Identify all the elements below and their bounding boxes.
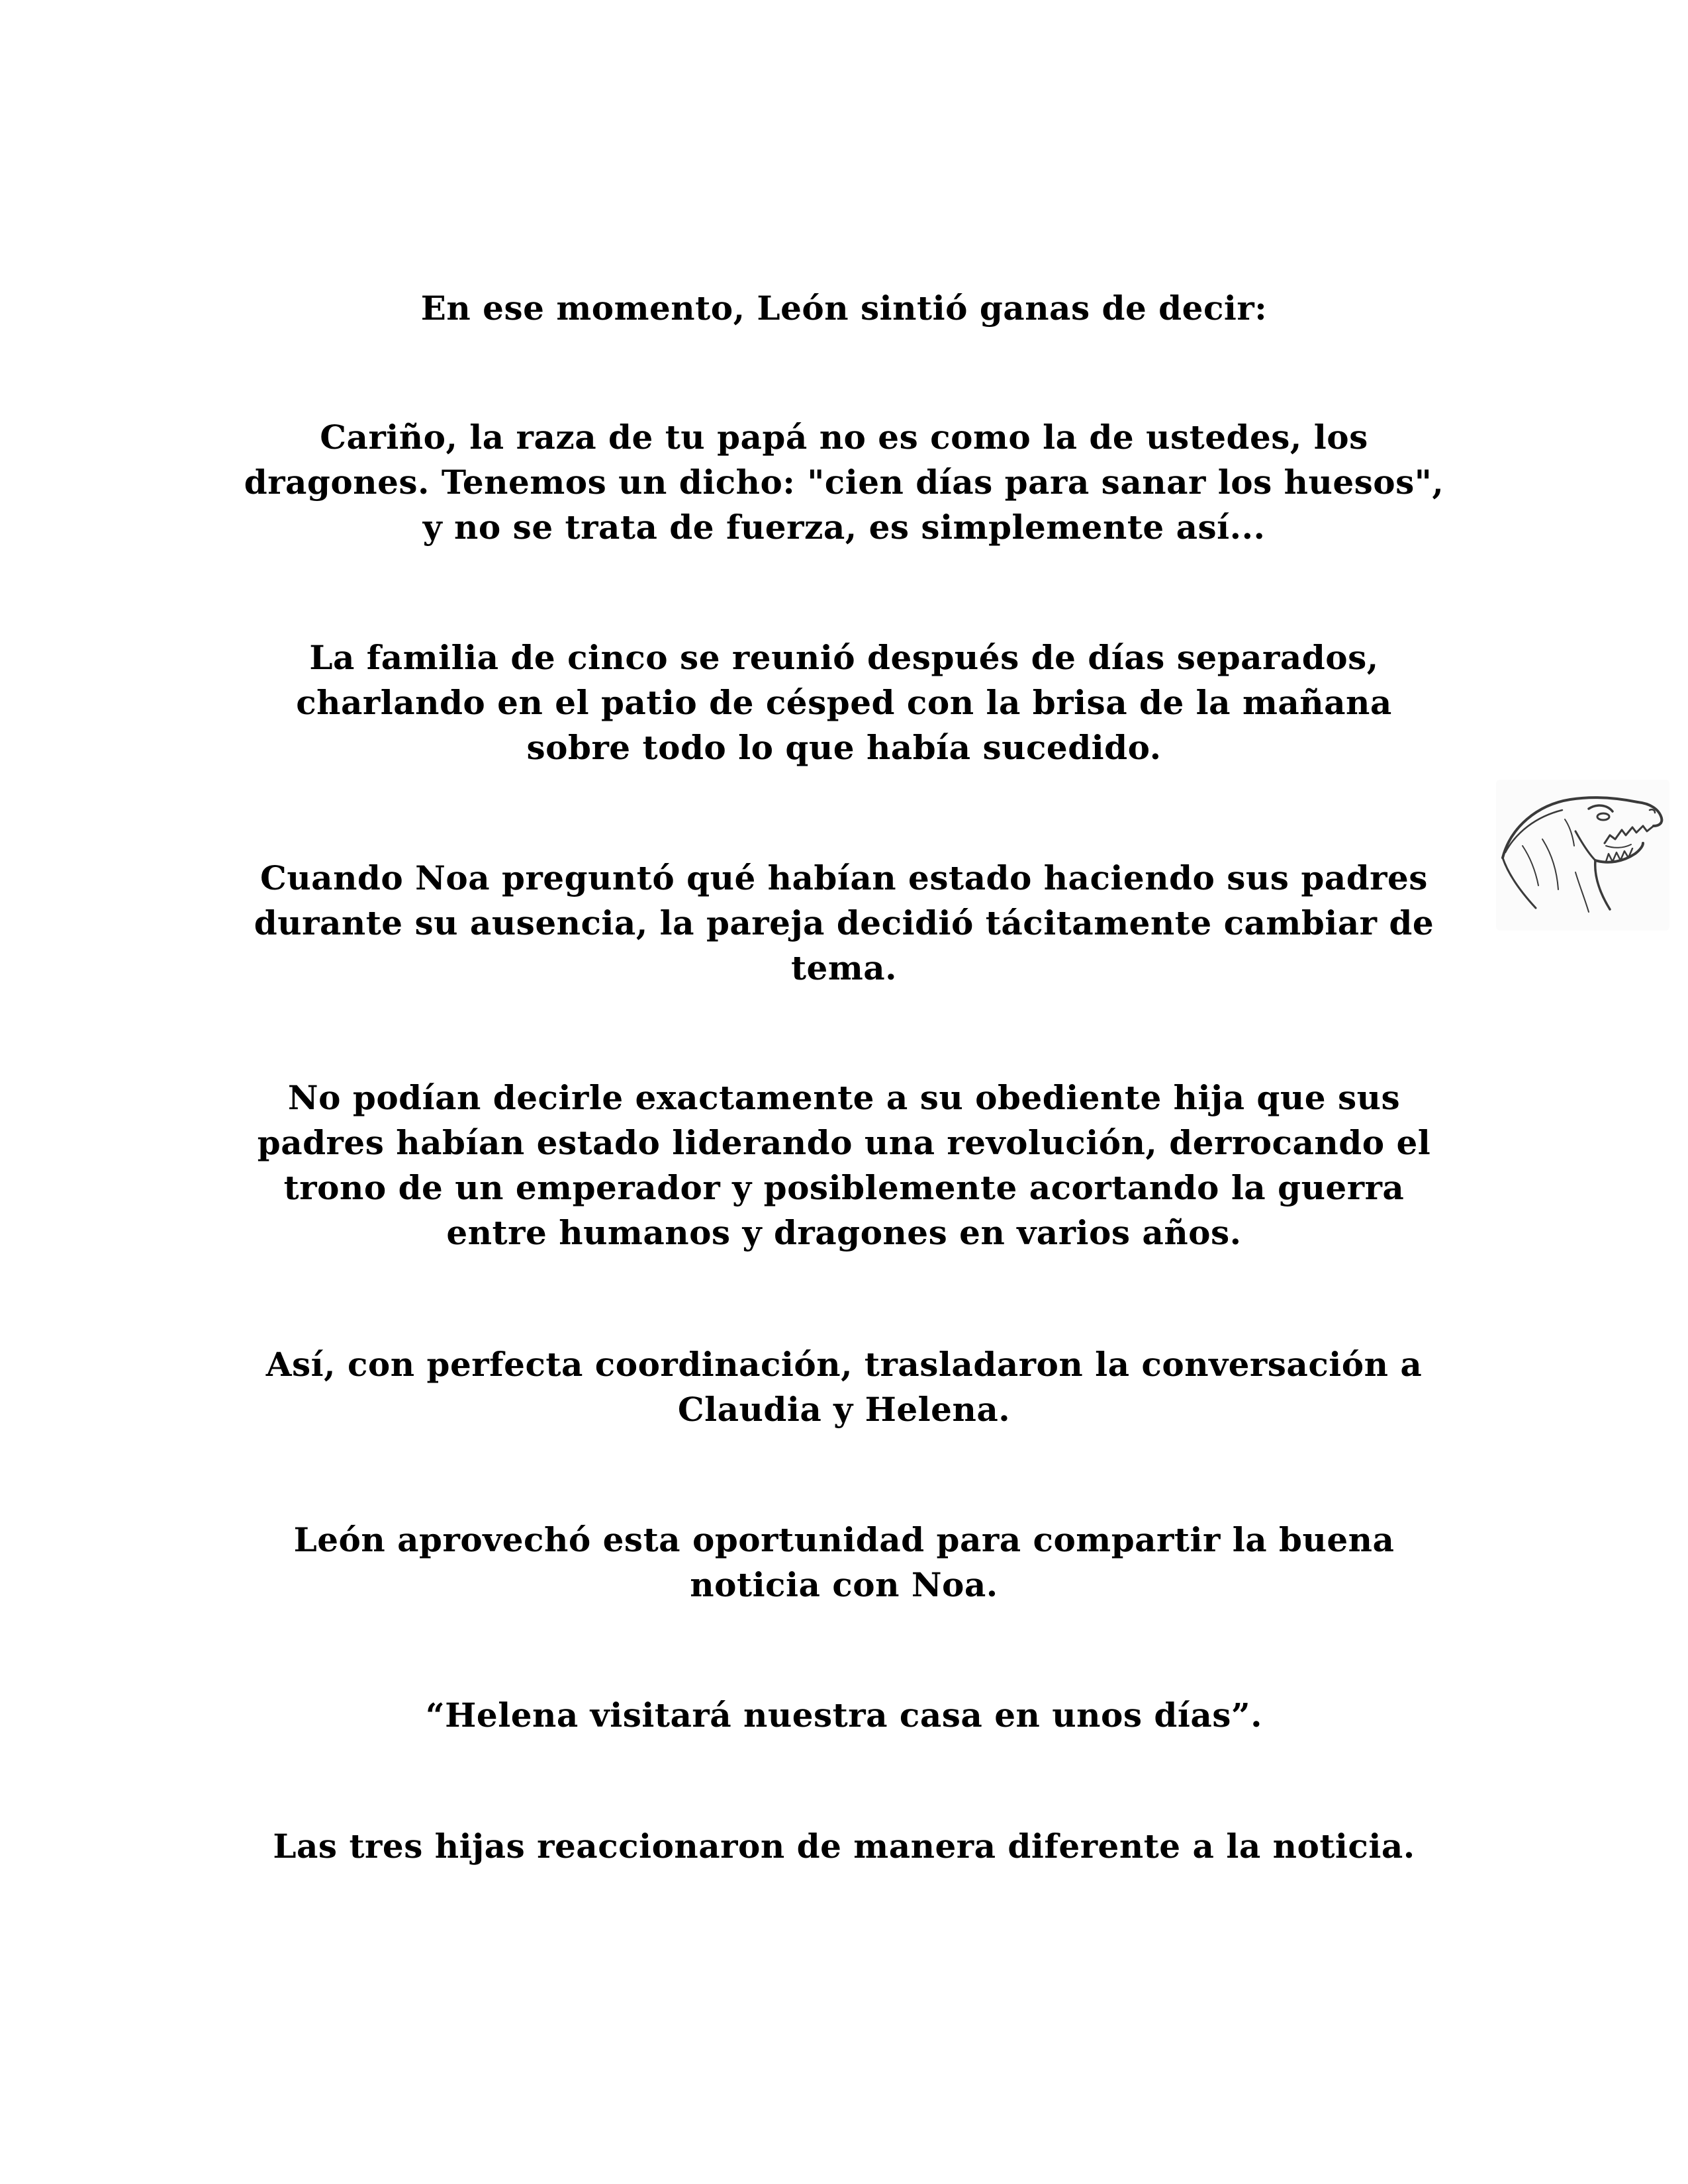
paragraph-line: León aprovechó esta oportunidad para compartir la buena — [293, 1520, 1395, 1559]
paragraph-1 — [199, 286, 1489, 331]
paragraph-line: Así, con perfecta coordinación, trasladaron la conversación a — [265, 1345, 1423, 1384]
paragraph-line: sobre todo lo que había sucedido. — [526, 728, 1162, 767]
dinosaur-head-sketch-icon — [1496, 780, 1669, 931]
paragraph-line: entre humanos y dragones en varios años. — [446, 1213, 1242, 1252]
paragraph-line: trono de un emperador y posiblemente acortando la guerra — [283, 1168, 1405, 1207]
paragraph-line: charlando en el patio de césped con la brisa de la mañana — [296, 683, 1392, 722]
paragraph-line: Cariño, la raza de tu papá no es como la de ustedes, los — [320, 418, 1368, 457]
paragraph-line: y no se trata de fuerza, es simplemente así... — [422, 508, 1266, 547]
paragraph-9 — [199, 1824, 1489, 1869]
paragraph-2 — [199, 415, 1489, 550]
paragraph-line: Las tres hijas reaccionaron de manera diferente a la noticia. — [273, 1827, 1415, 1866]
paragraph-line: La familia de cinco se reunió después de días separados, — [309, 638, 1379, 677]
paragraph-line: dragones. Tenemos un dicho: "cien días para sanar los huesos", — [244, 463, 1444, 502]
paragraph-line: padres habían estado liderando una revolución, derrocando el — [257, 1123, 1431, 1162]
paragraph-7 — [199, 1518, 1489, 1608]
paragraph-line: durante su ausencia, la pareja decidió tácitamente cambiar de — [254, 903, 1434, 942]
paragraph-line: En ese momento, León sintió ganas de decir: — [420, 289, 1268, 328]
paragraph-8 — [199, 1693, 1489, 1738]
paragraph-line: “Helena visitará nuestra casa en unos días”. — [425, 1696, 1263, 1735]
paragraph-line: No podían decirle exactamente a su obediente hija que sus — [287, 1078, 1401, 1117]
paragraph-5 — [199, 1075, 1489, 1255]
paragraph-3 — [199, 635, 1489, 770]
paragraph-line: Cuando Noa preguntó qué habían estado haciendo sus padres — [260, 858, 1428, 897]
paragraph-line: Claudia y Helena. — [677, 1390, 1011, 1429]
paragraph-4 — [199, 856, 1489, 991]
paragraph-line: noticia con Noa. — [690, 1565, 998, 1604]
paragraph-6 — [199, 1342, 1489, 1432]
paragraph-line: tema. — [790, 948, 898, 987]
